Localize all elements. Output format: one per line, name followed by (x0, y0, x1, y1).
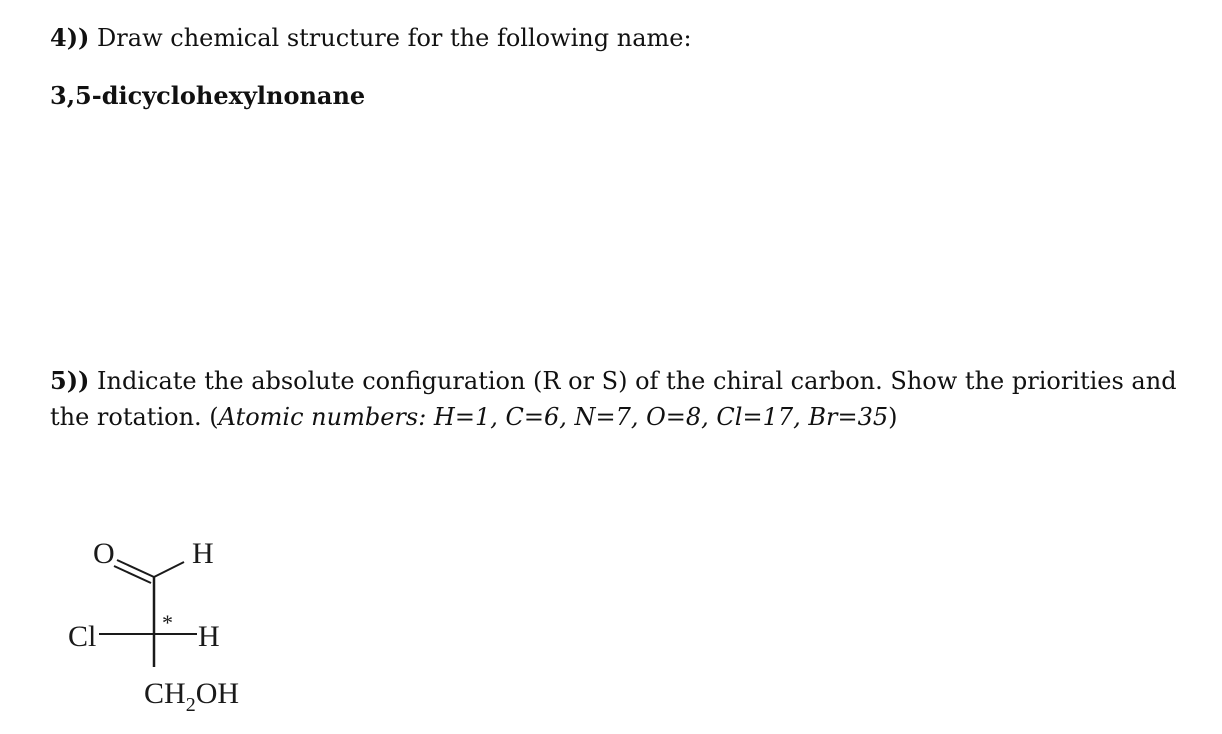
bottom-group-ch: CH (144, 677, 186, 710)
bottom-group-oh: OH (195, 677, 240, 710)
question-5-text-2: the rotation. ( (50, 403, 219, 431)
compound-name: 3,5-dicyclohexylnonane (50, 81, 366, 110)
atom-hydrogen-top: H (192, 537, 214, 570)
question-5-number: 5)) (50, 366, 90, 395)
question-4-text: Draw chemical structure for the following name: (89, 24, 692, 52)
co-double-bond-2 (114, 566, 151, 583)
atom-hydrogen-right: H (198, 620, 220, 653)
chiral-center-marker: * (162, 610, 173, 635)
atom-oxygen: O (93, 537, 115, 570)
question-5-text-1: Indicate the absolute configuration (R or S) of the chiral carbon. Show the priorities and (89, 367, 1177, 395)
bottom-group-ch2oh (144, 677, 239, 716)
ch-bond-top (154, 562, 184, 577)
atomic-numbers-note: Atomic numbers: H=1, C=6, N=7, O=8, Cl=17, Br=35 (218, 403, 889, 431)
bottom-group-subscript: 2 (185, 694, 196, 716)
question-4-number: 4)) (50, 23, 90, 52)
atom-chlorine: Cl (68, 620, 97, 653)
question-5-close-paren: ) (888, 403, 898, 431)
co-double-bond-1 (117, 560, 154, 577)
